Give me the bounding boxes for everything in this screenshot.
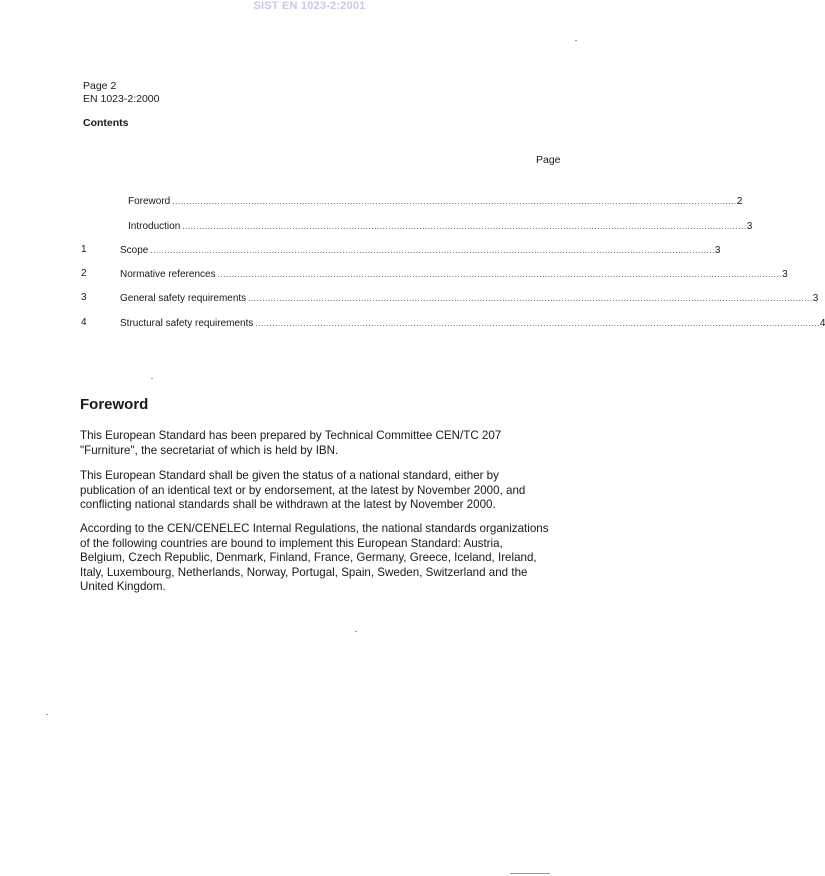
toc-entry-page: 2 [736,196,743,207]
foreword-paragraph: This European Standard shall be given the status of a national standard, either by publication of an identical text or by endorsement, at the latest by November 2000, and conflicting national standards shall be withdrawn at the latest by November 2000. [80,469,526,512]
toc-entry-title: Structural safety requirements [120,318,254,329]
toc-entry-page: 3 [746,221,753,232]
foreword-paragraph: According to the CEN/CENELEC Internal Regulations, the national standards organizations of the following countries are bound to implement this European Standard: Austria, Belgium, Czech Republic, Denmark, Finland, France, Germany, Greece, Iceland, Ireland, Italy, Luxembourg, Netherlands, Norway, Portugal, Spain, Sweden, Switzerland and the United Kingdom. [80,522,549,594]
toc-entry-number: 2 [81,268,87,279]
toc-entry-page: 4 [819,318,825,329]
watermark: SIST EN 1023-2:2001 [253,0,366,12]
toc-entry[interactable] [80,290,819,304]
foreword-heading: Foreword [80,396,149,413]
toc-entry[interactable] [80,242,721,256]
toc-entry-title: General safety requirements [120,293,247,304]
toc-entry-title: Foreword [128,196,171,207]
toc-entry-number: 4 [81,317,87,328]
contents-heading: Contents [83,117,129,129]
toc-entry-title: Introduction [128,221,181,232]
toc-leader-dots: ........................................................................................................................................................................................................ [172,197,737,206]
toc-leader-dots: ........................................................................................................................................................................................................ [217,270,783,279]
toc-leader-dots: ........................................................................................................................................................................................................ [248,294,813,303]
toc-entry-page: 3 [782,269,788,280]
toc-leader-dots: ........................................................................................................................................................................................................ [255,319,820,328]
standard-number: EN 1023-2:2000 [83,93,160,105]
scan-speck [151,378,153,379]
toc-entry-number: 1 [81,244,87,255]
scan-speck [510,873,550,874]
scan-speck [355,631,357,632]
toc-entry[interactable] [80,315,825,329]
toc-leader-dots: ........................................................................................................................................................................................................ [182,222,747,231]
toc-entry-number: 3 [81,292,87,303]
toc-entry-title: Normative references [120,269,216,280]
toc-entry[interactable] [80,266,788,280]
toc-entry-page: 3 [714,245,721,256]
page-column-label: Page [536,154,561,166]
page-label: Page 2 [83,80,117,92]
toc-entry[interactable] [80,193,743,207]
toc-leader-dots: ........................................................................................................................................................................................................ [150,246,715,255]
scan-speck [46,714,48,715]
toc-entry[interactable] [80,218,753,232]
foreword-paragraph: This European Standard has been prepared by Technical Committee CEN/TC 207 "Furniture", the secretariat of which is held by IBN. [80,429,502,457]
toc-entry-title: Scope [120,245,149,256]
toc-entry-page: 3 [812,293,819,304]
scan-speck [575,40,577,41]
